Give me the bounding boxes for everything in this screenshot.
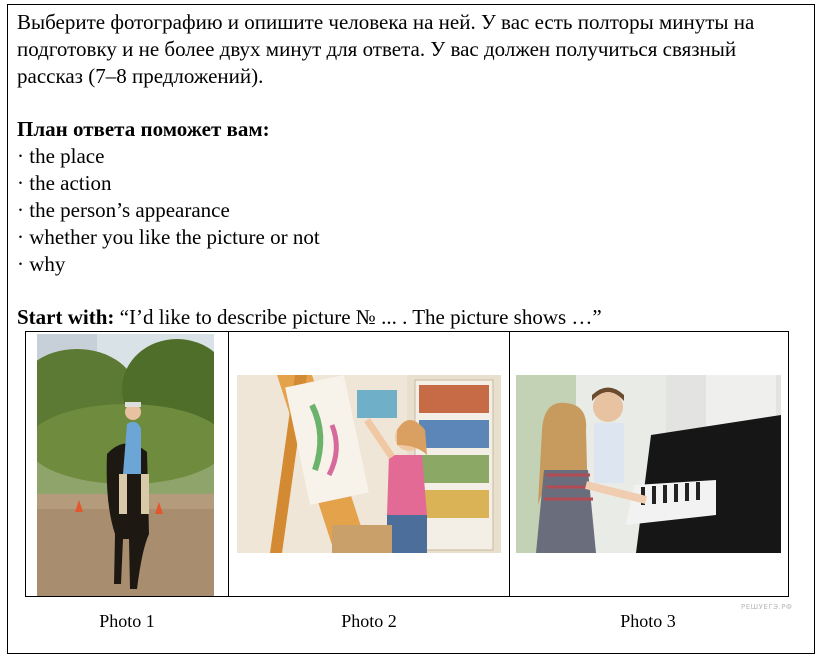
plan-item: · why <box>17 252 66 276</box>
photo-1-caption: Photo 1 <box>99 611 155 631</box>
plan-item: · the action <box>17 171 112 195</box>
photo-2-caption: Photo 2 <box>341 611 397 631</box>
photo-cell-1 <box>26 332 228 596</box>
photo-3-caption: Photo 3 <box>620 611 676 631</box>
task-text <box>17 9 807 331</box>
task-intro: Выберите фотографию и опишите человека на ней. У вас есть полторы минуты на подготовку и не более двух минут для ответа. У вас должен получиться связный рассказ (7–8 предложений). <box>17 10 755 88</box>
photo-table <box>25 331 789 597</box>
plan-heading: План ответа поможет вам: <box>17 117 270 141</box>
plan-item: · the person’s appearance <box>17 198 230 222</box>
photo-3-image[interactable] <box>516 375 781 553</box>
photo-cell-3 <box>509 332 788 596</box>
photo-2-image[interactable] <box>237 375 501 553</box>
start-with-line <box>17 304 807 331</box>
plan-item: · the place <box>17 144 105 168</box>
photo-1-image[interactable] <box>37 334 214 596</box>
start-text: “I’d like to describe picture № ... . The picture shows …” <box>114 305 602 329</box>
plan-item: · whether you like the picture or not <box>17 225 320 249</box>
photo-cell-2 <box>228 332 509 596</box>
watermark: РЕШУЕГЭ.РФ <box>741 603 793 611</box>
start-label: Start with: <box>17 305 115 329</box>
